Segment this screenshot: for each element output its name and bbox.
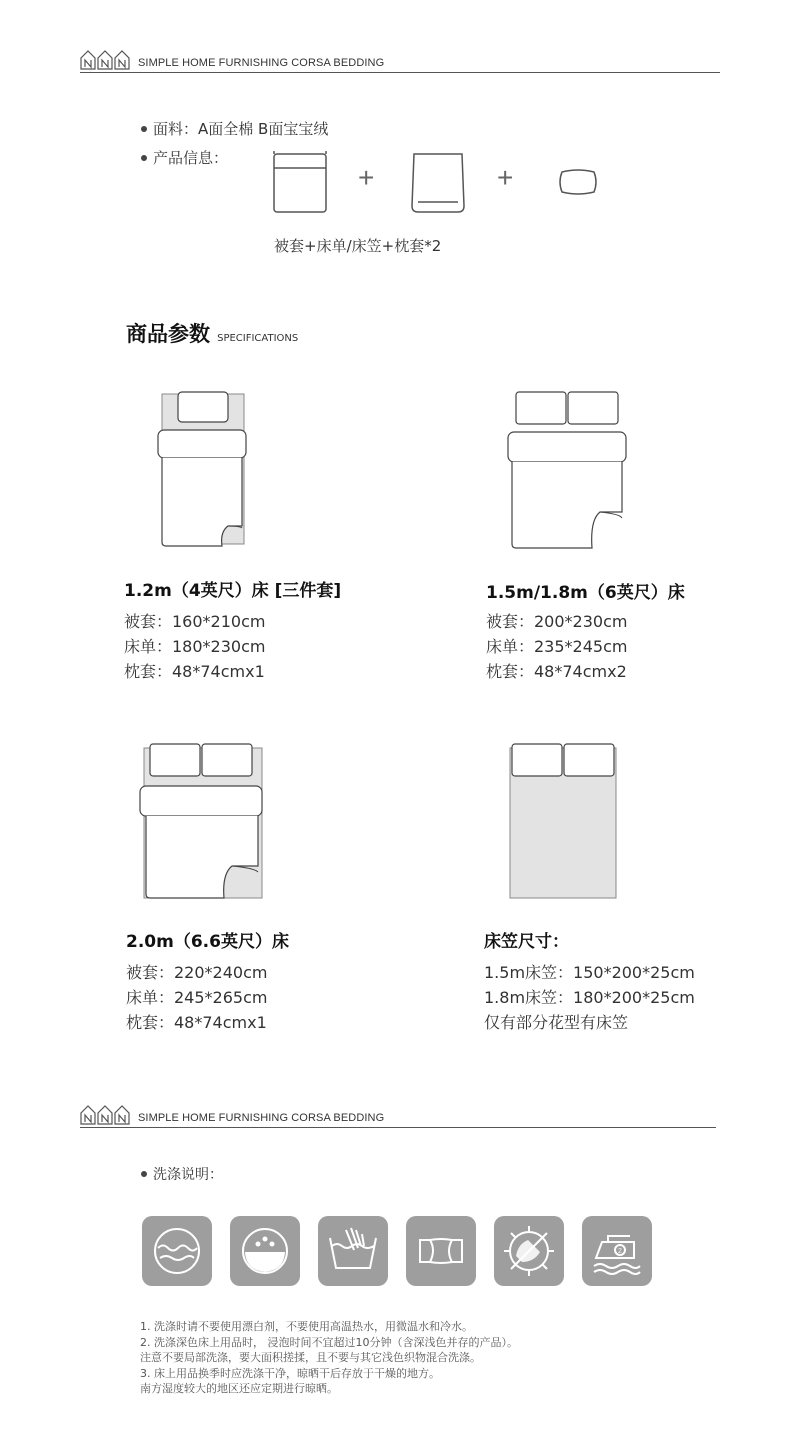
iron-level-label: 2 — [618, 1248, 622, 1255]
spec-title: 床笠尺寸： — [484, 932, 569, 952]
fabric-text: 面料：A面全棉 B面宝宝绒 — [153, 120, 329, 138]
specs-subtitle: SPECIFICATIONS — [217, 333, 299, 344]
header-divider — [80, 1127, 716, 1128]
spec-block-king — [126, 927, 289, 1035]
header-divider — [80, 72, 720, 73]
bullet-dot — [141, 1171, 147, 1177]
iron-icon — [582, 1216, 652, 1286]
spec-line: 1.5m床笠：150*200*25cm — [484, 963, 695, 982]
care-label: 洗涤说明： — [153, 1167, 223, 1183]
specs-heading — [126, 318, 298, 348]
bed-sheet-icon — [412, 154, 464, 212]
spec-block-single — [124, 576, 341, 684]
care-notes — [140, 1319, 518, 1397]
spec-line: 枕套：48*74cmx1 — [124, 662, 265, 681]
spec-line: 枕套：48*74cmx2 — [486, 662, 627, 681]
care-note: 注意不要局部洗涤，要大面积搓揉，且不要与其它浅色织物混合洗涤。 — [140, 1351, 481, 1364]
spec-line: 床单：235*245cm — [486, 637, 628, 656]
three-houses-logo-icon — [80, 50, 130, 70]
hand-wash-basin-icon — [318, 1216, 388, 1286]
spec-title: 1.2m（4英尺）床 [三件套] — [124, 581, 342, 601]
plus-sign: + — [497, 162, 514, 193]
spec-line: 仅有部分花型有床笠 — [484, 1013, 629, 1032]
care-note: 2. 洗涤深色床上用品时， 浸泡时间不宜超过10分钟（含深浅色并存的产品）。 — [140, 1335, 518, 1349]
no-bleach-icon — [494, 1216, 564, 1286]
brand-text: SIMPLE HOME FURNISHING CORSA BEDDING — [138, 57, 385, 69]
care-icon-row — [142, 1216, 652, 1288]
wring-icon — [406, 1216, 476, 1286]
spec-title: 2.0m（6.6英尺）床 — [126, 932, 289, 952]
product-pieces-diagram — [268, 148, 608, 218]
care-note: 1. 洗涤时请不要使用漂白剂，不要使用高温热水，用微温水和冷水。 — [140, 1320, 473, 1333]
set-caption: 被套+床单/床笠+枕套*2 — [274, 237, 442, 255]
plus-sign: + — [358, 162, 375, 193]
duvet-cover-icon — [274, 151, 326, 212]
three-houses-logo-icon — [80, 1105, 130, 1125]
bullet-dot — [141, 126, 147, 132]
spec-line: 床单：245*265cm — [126, 988, 268, 1007]
brand-header-top — [80, 50, 384, 70]
care-note: 南方湿度较大的地区还应定期进行晾晒。 — [140, 1382, 338, 1395]
spec-line: 枕套：48*74cmx1 — [126, 1013, 267, 1032]
fitted-sheet-diagram — [504, 740, 624, 905]
spec-title: 1.5m/1.8m（6英尺）床 — [486, 583, 685, 603]
pillow-case-icon — [560, 170, 596, 194]
spec-line: 被套：220*240cm — [126, 963, 268, 982]
care-note: 3. 床上用品换季时应洗涤干净，晾晒干后存放于干燥的地方。 — [140, 1366, 440, 1380]
specs-title: 商品参数 — [126, 322, 210, 346]
machine-wash-icon — [142, 1216, 212, 1286]
spec-line: 1.8m床笠：180*200*25cm — [484, 988, 695, 1007]
spec-line: 被套：160*210cm — [124, 612, 266, 631]
brand-text: SIMPLE HOME FURNISHING CORSA BEDDING — [138, 1112, 385, 1124]
product-info-label: 产品信息： — [153, 149, 229, 167]
spec-line: 被套：200*230cm — [486, 612, 628, 631]
brand-header-bottom — [80, 1105, 384, 1125]
spec-block-double — [486, 578, 685, 684]
bullet-dot — [141, 155, 147, 161]
spec-block-fitted — [484, 927, 695, 1035]
spec-line: 床单：180*230cm — [124, 637, 266, 656]
bed-double-diagram — [500, 388, 640, 553]
hand-wash-bowl-icon — [230, 1216, 300, 1286]
bed-single-diagram — [150, 388, 260, 553]
bed-king-diagram — [136, 740, 270, 905]
